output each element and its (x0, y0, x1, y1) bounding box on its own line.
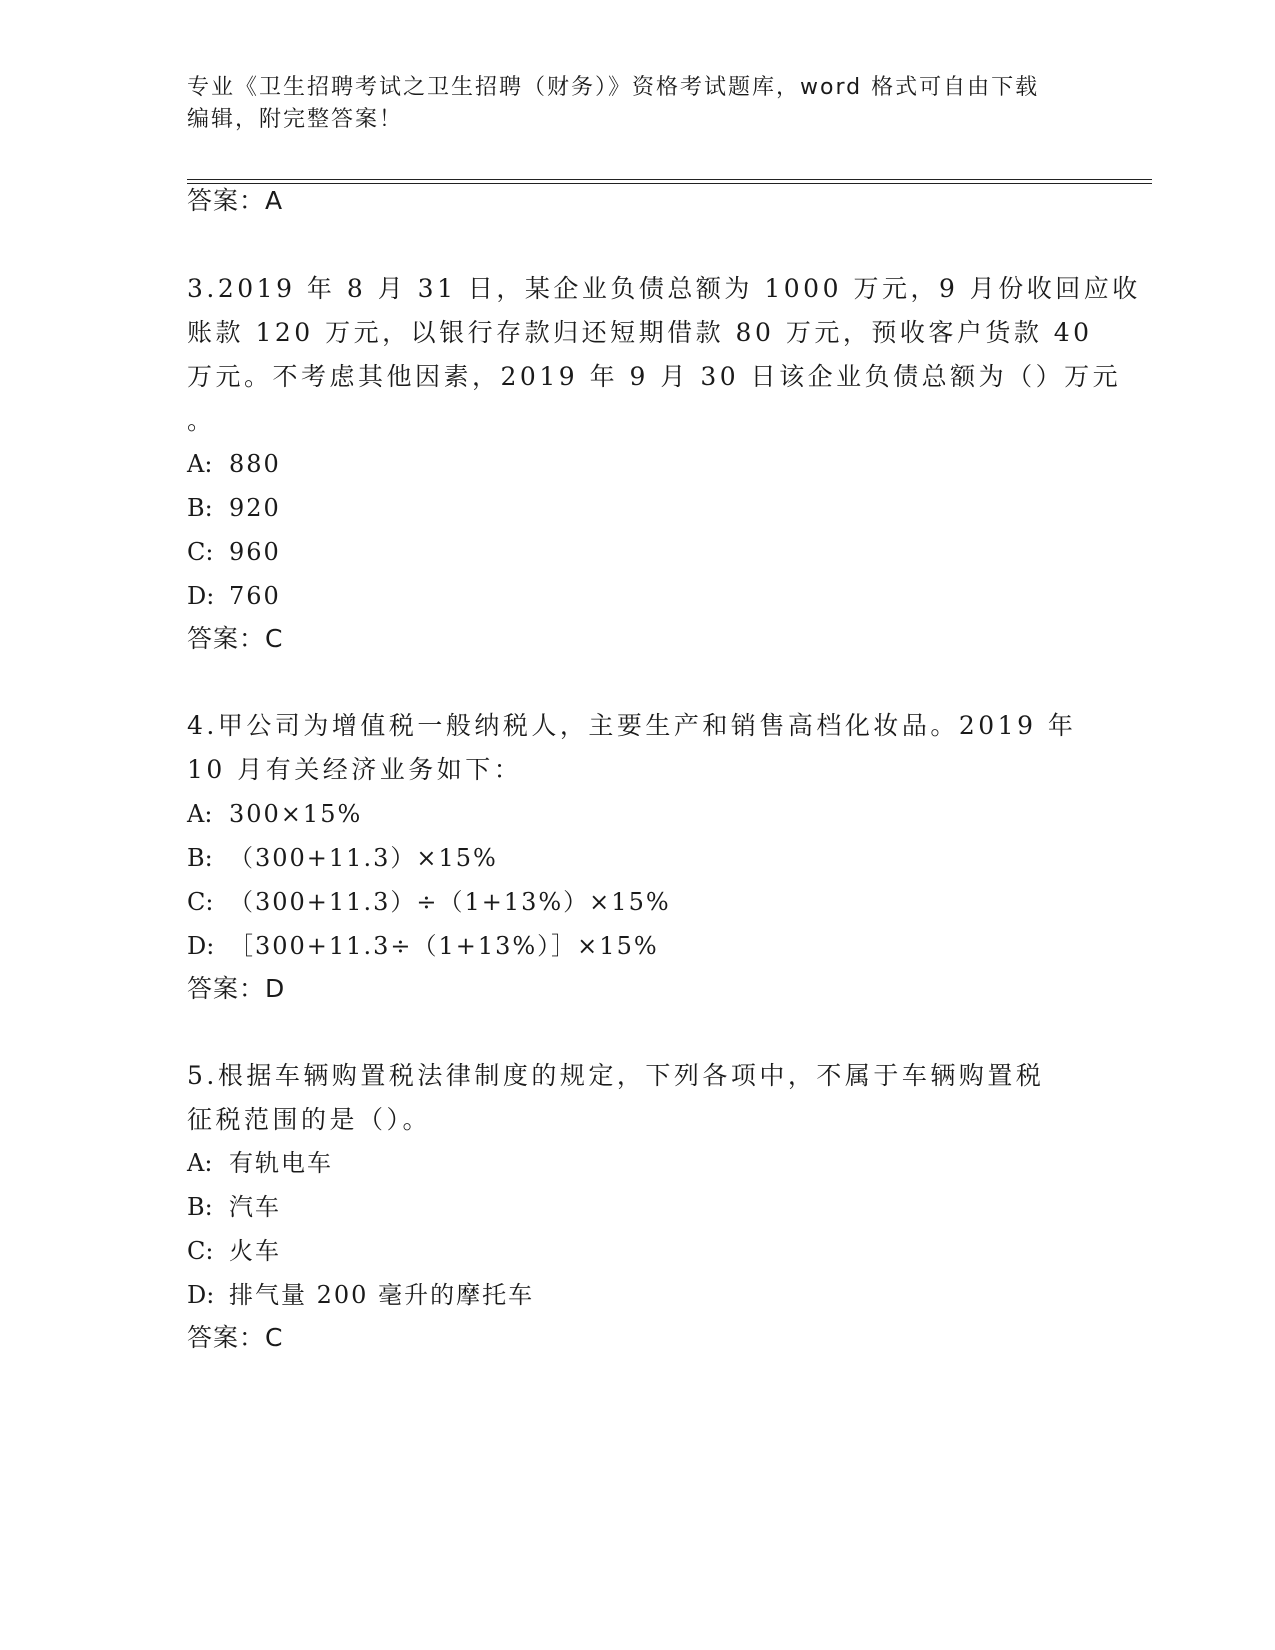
option-label: A: (187, 800, 213, 828)
question-4-option-a (187, 798, 362, 830)
option-label: C: (187, 1237, 214, 1265)
option-value: 960 (229, 538, 281, 566)
option-label: D: (187, 582, 215, 610)
option-value: 汽车 (229, 1193, 281, 1221)
header-divider-top (187, 179, 1152, 180)
option-value: 火车 (229, 1237, 281, 1265)
question-3-line-3: 万元。不考虑其他因素，2019 年 9 月 30 日该企业负债总额为（）万元 (187, 362, 1122, 391)
question-4-option-d (187, 930, 659, 962)
option-value: 有轨电车 (229, 1149, 333, 1177)
answer-previous: 答案：A (187, 186, 284, 215)
question-4-option-b (187, 842, 498, 874)
option-label: C: (187, 888, 214, 916)
question-4-line-1: 4.甲公司为增值税一般纳税人，主要生产和销售高档化妆品。2019 年 (187, 711, 1077, 740)
header-line-2: 编辑，附完整答案！ (187, 107, 404, 132)
question-4-answer: 答案：D (187, 974, 286, 1003)
question-3-option-c (187, 536, 281, 568)
question-3-line-2: 账款 120 万元，以银行存款归还短期借款 80 万元，预收客户货款 40 (187, 318, 1093, 347)
option-value: 300×15% (229, 800, 363, 828)
question-5-answer: 答案：C (187, 1323, 284, 1352)
question-5-line-2: 征税范围的是（）。 (187, 1105, 432, 1134)
question-5-option-a (187, 1147, 333, 1179)
option-label: D: (187, 932, 215, 960)
question-5-option-d (187, 1279, 534, 1311)
option-value: 排气量 200 毫升的摩托车 (229, 1281, 535, 1309)
header-line-1: 专业《卫生招聘考试之卫生招聘（财务）》资格考试题库，word 格式可自由下载 (187, 75, 1040, 100)
question-3-option-a (187, 448, 281, 480)
option-label: D: (187, 1281, 215, 1309)
option-value: 760 (229, 582, 281, 610)
option-value: 880 (229, 450, 281, 478)
question-4-option-c (187, 886, 671, 918)
question-3-option-d (187, 580, 281, 612)
question-5-option-c (187, 1235, 281, 1267)
question-4-line-2: 10 月有关经济业务如下： (187, 755, 523, 784)
option-value: （300+11.3）×15% (229, 844, 498, 872)
option-label: B: (187, 494, 213, 522)
question-3-answer: 答案：C (187, 624, 284, 653)
page-header (187, 72, 1077, 136)
option-value: （300+11.3）÷（1+13%）×15% (229, 888, 671, 916)
option-label: C: (187, 538, 214, 566)
option-value: 920 (229, 494, 281, 522)
question-3-option-b (187, 492, 281, 524)
option-label: A: (187, 1149, 213, 1177)
option-value: ［300+11.3÷（1+13%）］×15% (229, 932, 659, 960)
question-3-line-1: 3.2019 年 8 月 31 日，某企业负债总额为 1000 万元，9 月份收回应收 (187, 274, 1141, 303)
question-3-line-4: 。 (187, 406, 216, 435)
question-5-option-b (187, 1191, 281, 1223)
option-label: A: (187, 450, 213, 478)
option-label: B: (187, 844, 213, 872)
option-label: B: (187, 1193, 213, 1221)
question-5-line-1: 5.根据车辆购置税法律制度的规定，下列各项中，不属于车辆购置税 (187, 1061, 1045, 1090)
header-divider-bottom (187, 183, 1152, 184)
